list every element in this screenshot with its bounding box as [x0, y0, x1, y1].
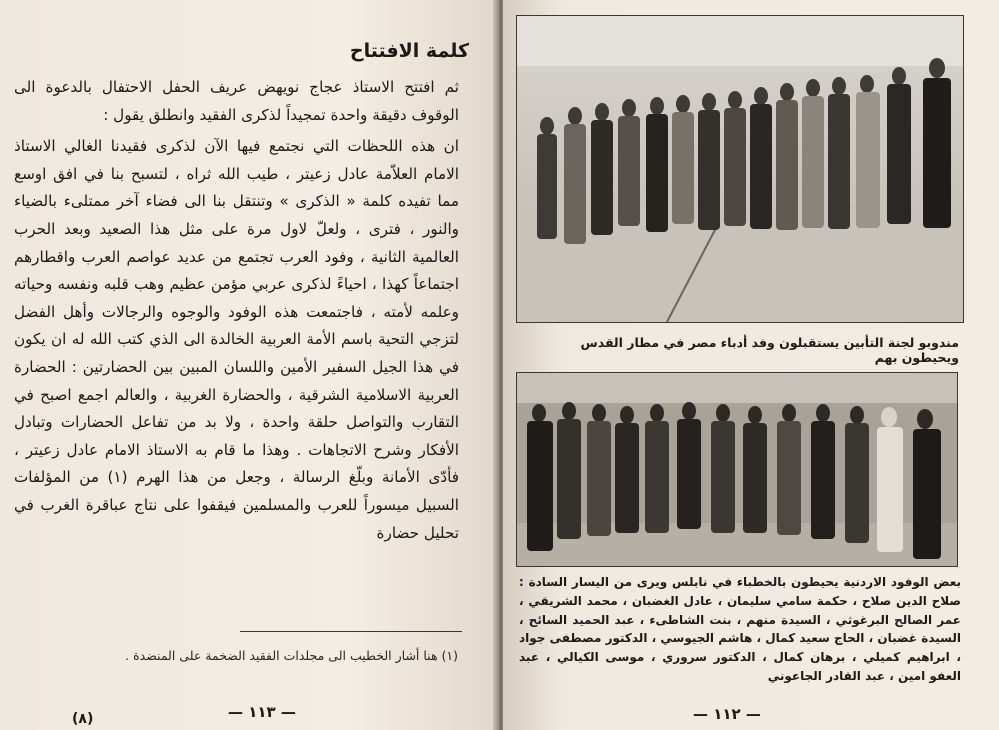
photo1-caption: مندوبو لجنة التأبين يستقبلون وفد أدباء مصر في مطار القدس ويحيطون بهم: [580, 335, 959, 365]
left-page: [0, 0, 497, 730]
intro-paragraph: ثم افتتح الاستاذ عجاج نويهض عريف الحفل الاحتفال بالدعوة الى الوقوف دقيقة واحدة تمجيداً لذكرى الفقيد وانطلق يقول :: [14, 78, 459, 124]
body-text: [14, 74, 459, 547]
airport-group-photo: [516, 15, 964, 323]
footnote: (١) هنا أشار الخطيب الى مجلدات الفقيد الضخمة على المنضدة .: [125, 648, 458, 663]
right-page: [503, 0, 999, 730]
nablus-group-photo: [516, 372, 958, 567]
photo2-caption: بعض الوفود الاردنية يحيطون بالخطباء في نابلس ويرى من اليسار السادة : صلاح الدين صلاح ، حكمة سامي سليمان ، عادل الغضبان ، محمد الشريقي ، عمر الصالح البرغوثي ، السيدة منهم ، بنت الشاطىء ، عبد الحميد السائح ، السيدة غضبان ، الحاج سعيد كمال ، هاشم الجيوسي ، الدكتور مصطفى جواد ، ابراهيم كميلي ، برهان كمال ، الدكتور سروري ، موسى الكيالي ، عبد العفو امين ، عبد القادر الجاعوني: [519, 575, 961, 683]
footnote-divider: [240, 631, 462, 632]
signature-mark: (٨): [72, 711, 94, 727]
section-title: كلمة الافتتاح: [349, 40, 469, 62]
speech-paragraph: ان هذه اللحظات التي نجتمع فيها الآن لذكرى فقيدنا الغالي الاستاذ الامام العلاّمة عادل زعيتر ، طيب الله ثراه ، لتسبح بنا في افق اوسع مما تفيده كلمة « الذكرى » وتنتقل بنا الى فضاء آخر ممتلىء بالضياء والنور ، فترى ، ولعلّ لاول مرة على مثل هذا الصعيد وبعد الحرب العالمية الثانية ، وفود العرب تجتمع من عديد عواصم العرب واقطارهم اجتماعاً كهذا ، احياءً لذكرى عربي مؤمن عظيم وهب قلبه ونفسه وحياته وعلمه لأمته ، فاجتمعت هذه الوفود والوجوه والرجالات وأهل الفضل لتزجي التحية باسم الأمة العربية الخالدة الى الذي كتب الله له ان يكون في هذا الجيل السفير الأمين واللسان المبين بين الحضارتين : الحضارة العربية الاسلامية الشرقية ، والحضارة الغربية ، والعالم اجمع اصبح في التقارب والتواصل حلقة واحدة ، ولا بد من تفاعل الحضارات وتبادل الأفكار وشرح الاتجاهات . وهذا ما قام به الاستاذ الامام عادل زعيتر ، فأدّى الأمانة وبلّغ الرسالة ، وجعل من هذا الهرم (١) من المؤلفات السبيل ميسوراً للعرب والمسلمين فيقفوا على نتاج عباقرة الغرب في تحليل حضارة: [14, 137, 459, 542]
page-number-right: — ١١٢ —: [693, 705, 761, 723]
page-number-left: — ١١٣ —: [228, 703, 296, 721]
